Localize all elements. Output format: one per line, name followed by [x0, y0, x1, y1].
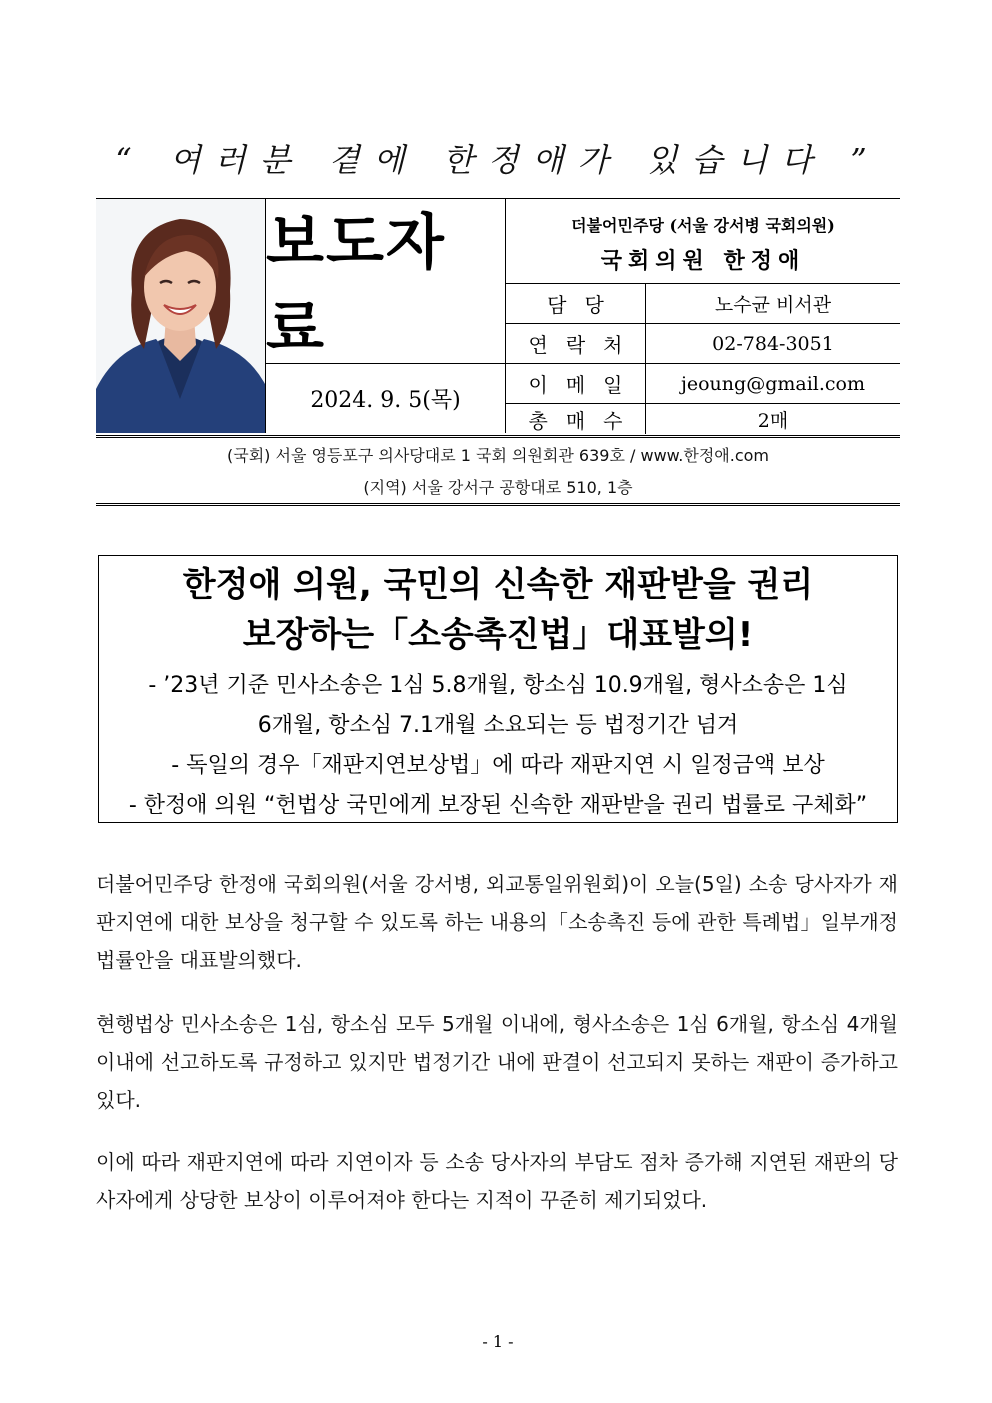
member-name: 국회의원 한정애 [600, 248, 806, 274]
info-value: 02-784-3051 [712, 332, 834, 355]
info-label: 이메일 [506, 364, 646, 403]
body-paragraph-1: 더불어민주당 한정애 국회의원(서울 강서병, 외교통일위원회)이 오늘(5일) 소송 당사자가 재판지연에 대한 보상을 청구할 수 있도록 하는 내용의「소송촉진 등에 관한 특례법」일부개정법률안을 대표발의했다. [96, 872, 898, 972]
headline-box [98, 555, 898, 823]
party-line: 더불어민주당 (서울 강서병 국회의원) [571, 216, 835, 235]
info-label: 담당 [506, 284, 646, 323]
info-row-phone [506, 324, 900, 364]
headline-subpoints [99, 666, 897, 826]
subpoint-2: - 독일의 경우「재판지연보상법」에 따라 재판지연 시 일정금액 보상 [171, 753, 825, 778]
release-date: 2024. 9. 5(목) [266, 364, 506, 433]
member-photo [96, 199, 266, 433]
body-paragraph-2: 현행법상 민사소송은 1심, 항소심 모두 5개월 이내에, 형사소송은 1심 6개월, 항소심 4개월 이내에 선고하도록 규정하고 있지만 법정기간 내에 판결이 선고되지 못하는 재판이 증가하고 있다. [96, 1012, 898, 1112]
press-header-table [96, 198, 900, 438]
info-row-email [506, 364, 900, 404]
divider [96, 503, 900, 506]
info-label: 연락처 [506, 324, 646, 363]
headline-title [99, 560, 897, 660]
headline-title-line2: 보장하는「소송촉진법」대표발의! [242, 615, 754, 655]
slogan: “ 여러분 곁에 한정애가 있습니다 ” [115, 141, 881, 179]
address-block [96, 440, 900, 504]
address-assembly: (국회) 서울 영등포구 의사당대로 1 국회 의원회관 639호 / www.한정애.com [227, 446, 769, 465]
info-label: 총매수 [506, 404, 646, 434]
subpoint-3: - 한정애 의원 “헌법상 국민에게 보장된 신속한 재판받을 권리 법률로 구체화” [128, 793, 868, 818]
organization-block [506, 199, 900, 284]
press-release-title: 보도자료 [266, 199, 506, 364]
info-row-contact-person [506, 284, 900, 324]
body-paragraph-3: 이에 따라 재판지연에 따라 지연이자 등 소송 당사자의 부담도 점차 증가해 지연된 재판의 당사자에게 상당한 보상이 이루어져야 한다는 지적이 꾸준히 제기되었다. [96, 1150, 898, 1212]
address-local: (지역) 서울 강서구 공항대로 510, 1층 [363, 478, 633, 497]
info-value: 노수균 비서관 [714, 294, 832, 316]
headline-title-line1: 한정애 의원, 국민의 신속한 재판받을 권리 [182, 565, 814, 605]
info-row-page-count [506, 404, 900, 434]
info-value: 2매 [757, 409, 789, 432]
page-number: - 1 - [482, 1332, 514, 1351]
email-link[interactable]: jeoung@gmail.com [680, 372, 865, 395]
subpoint-1: - ’23년 기준 민사소송은 1심 5.8개월, 항소심 10.9개월, 형사소송은 1심 [148, 673, 848, 698]
subpoint-1-cont: 6개월, 항소심 7.1개월 소요되는 등 법정기간 넘겨 [257, 713, 739, 738]
